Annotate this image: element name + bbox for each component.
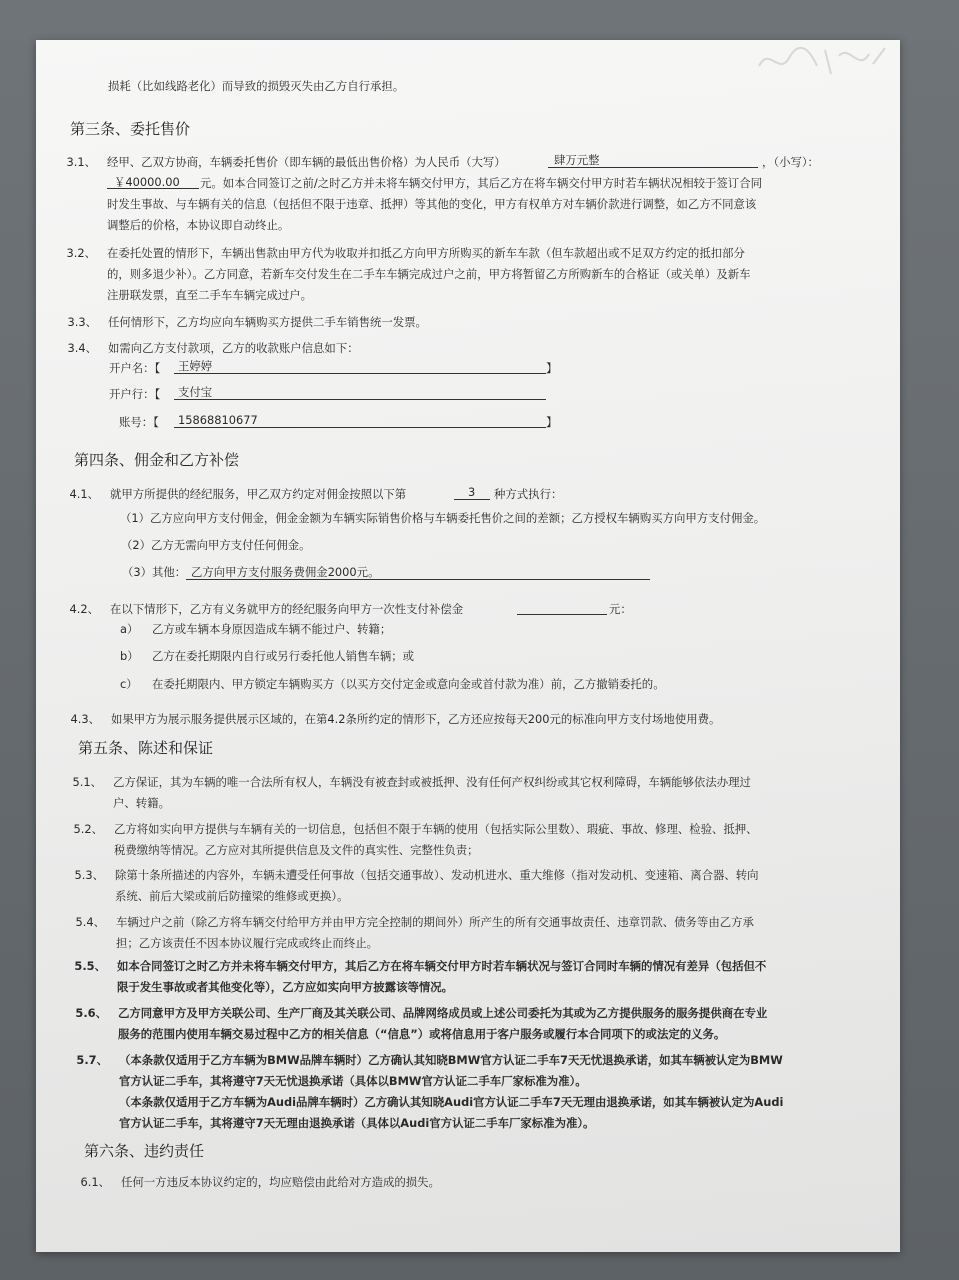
clause-5-4-text: 担；乙方该责任不因本协议履行完成或终止而终止。 (116, 936, 378, 950)
clause-5-2-number: 5.2、 (73, 822, 103, 836)
carryover-text: 损耗（比如线路老化）而导致的损毁灭失由乙方自行承担。 (108, 79, 405, 93)
section-3-heading: 第三条、委托售价 (70, 120, 191, 138)
clause-3-2-text: 注册联发票，直至二手车车辆完成过户。 (107, 288, 313, 302)
clause-5-5-number: 5.5、 (74, 959, 106, 973)
bank-value: 支付宝 (178, 385, 213, 399)
clause-5-7-text: 官方认证二手车，其将遵守7天无忧退换承诺（具体以BMW官方认证二手车厂家标准为准）。 (119, 1074, 587, 1088)
item-c-label: c） (120, 677, 138, 691)
clause-5-1-number: 5.1、 (72, 775, 102, 789)
account-number-label: 账号：【 (119, 415, 159, 429)
option-3-value: 乙方向甲方支付服务费佣金2000元。 (191, 565, 380, 579)
clause-6-1-text: 任何一方违反本协议约定的，均应赔偿由此给对方造成的损失。 (121, 1175, 440, 1189)
method-value: 3 (468, 485, 476, 499)
clause-5-5-text: 如本合同签订之时乙方并未将车辆交付甲方，其后乙方在将车辆交付甲方时若车辆状况与签订合同时车辆的情况有差异（包括但不 (117, 959, 767, 973)
clause-4-1-text: 就甲方所提供的经纪服务，甲乙双方约定对佣金按照以下第 (110, 487, 407, 501)
clause-5-2-text: 乙方将如实向甲方提供与车辆有关的一切信息，包括但不限于车辆的使用（包括实际公里数）、瑕疵、事故、修理、检验、抵押、 (114, 822, 758, 836)
clause-3-2-text: 的，则多退少补）。乙方同意，若新车交付发生在二手车车辆完成过户之前，甲方将暂留乙方所购新车的合格证（或关单）及新车 (107, 267, 751, 281)
show-through-handwriting (751, 36, 891, 86)
clause-5-5-text: 限于发生事故或者其他变化等），乙方应如实向甲方披露该等情况。 (117, 980, 454, 994)
clause-3-3-number: 3.3、 (67, 315, 97, 329)
clause-3-1-text: 元。如本合同签订之前/之时乙方并未将车辆交付甲方，其后乙方在将车辆交付甲方时若车辆状况相较于签订合同 (200, 176, 762, 190)
price-lower-value: ￥40000.00 (114, 175, 180, 189)
account-name-close: 】 (546, 361, 558, 375)
section-5-heading: 第五条、陈述和保证 (78, 739, 214, 757)
clause-4-2-text: 在以下情形下，乙方有义务就甲方的经纪服务向甲方一次性支付补偿金 (110, 602, 464, 616)
account-number-value: 15868810677 (178, 413, 258, 427)
clause-4-3-text: 如果甲方为展示服务提供展示区域的，在第4.2条所约定的情形下，乙方还应按每天200元的标准向甲方支付场地使用费。 (111, 712, 721, 726)
contract-page (36, 40, 900, 1252)
item-b-label: b） (120, 649, 139, 663)
clause-5-6-text: 乙方同意甲方及甲方关联公司、生产厂商及其关联公司、品牌网络成员或上述公司委托为其或为乙方提供服务的服务提供商在专业 (118, 1006, 768, 1020)
option-3-label: （3）其他： (122, 565, 187, 579)
clause-3-4-text: 如需向乙方支付款项，乙方的收款账户信息如下： (108, 341, 359, 355)
clause-5-7-text: （本条款仅适用于乙方车辆为BMW品牌车辆时）乙方确认其知晓BMW官方认证二手车7天无忧退换承诺，如其车辆被认定为BMW (119, 1053, 783, 1067)
clause-5-4-number: 5.4、 (75, 915, 105, 929)
compensation-field (517, 599, 607, 615)
bank-label: 开户行：【 (109, 387, 161, 401)
clause-5-6-number: 5.6、 (75, 1006, 107, 1020)
clause-5-6-text: 服务的范围内使用车辆交易过程中乙方的相关信息（“信息”）或将信息用于客户服务或履行本合同项下的或法定的义务。 (118, 1027, 726, 1041)
section-6-heading: 第六条、违约责任 (84, 1142, 205, 1160)
clause-5-3-text: 系统、前后大梁或前后防撞梁的维修或更换）。 (115, 889, 349, 903)
clause-3-2-text: 在委托处置的情形下，车辆出售款由甲方代为收取并扣抵乙方向甲方所购买的新车车款（但车款超出或不足双方约定的抵扣部分 (107, 246, 745, 260)
account-number-close: 】 (546, 415, 558, 429)
section-4-heading: 第四条、佣金和乙方补偿 (74, 451, 240, 469)
price-upper-value: 肆万元整 (554, 153, 600, 167)
clause-5-7-number: 5.7、 (76, 1053, 108, 1067)
clause-5-2-text: 税费缴纳等情况。乙方应对其所提供信息及文件的真实性、完整性负责； (114, 843, 479, 857)
clause-3-1-text: 时发生事故、与车辆有关的信息（包括但不限于违章、抵押）等其他的变化，甲方有权单方对车辆价款进行调整，如乙方不同意该 (107, 197, 757, 211)
clause-4-3-number: 4.3、 (70, 712, 100, 726)
option-1-text: （1）乙方应向甲方支付佣金，佣金金额为车辆实际销售价格与车辆委托售价之间的差额；乙方授权车辆购买方向甲方支付佣金。 (120, 511, 766, 525)
clause-5-7-text: 官方认证二手车，其将遵守7天无理由退换承诺（具体以Audi官方认证二手车厂家标准为准）。 (119, 1116, 595, 1130)
item-c-text: 在委托期限内、甲方锁定车辆购买方（以买方交付定金或意向金或首付款为准）前，乙方撤销委托的。 (152, 677, 665, 691)
item-a-text: 乙方或车辆本身原因造成车辆不能过户、转籍； (152, 622, 392, 636)
clause-5-4-text: 车辆过户之前（除乙方将车辆交付给甲方并由甲方完全控制的期间外）所产生的所有交通事故责任、违章罚款、债务等由乙方承 (116, 915, 754, 929)
clause-5-3-text: 除第十条所描述的内容外，车辆未遭受任何事故（包括交通事故）、发动机进水、重大维修（指对发动机、变速箱、离合器、转向 (115, 868, 759, 882)
clause-5-1-text: 户、转籍。 (113, 796, 170, 810)
price-lower-label: ，（小写）： (762, 155, 819, 169)
clause-5-7-text: （本条款仅适用于乙方车辆为Audi品牌车辆时）乙方确认其知晓Audi官方认证二手车7天无理由退换承诺，如其车辆被认定为Audi (119, 1095, 784, 1109)
clause-3-1-number: 3.1、 (66, 155, 96, 169)
clause-4-2-number: 4.2、 (69, 602, 99, 616)
clause-6-1-number: 6.1、 (80, 1175, 110, 1189)
clause-5-1-text: 乙方保证，其为车辆的唯一合法所有权人，车辆没有被查封或被抵押、没有任何产权纠纷或其它权利障碍，车辆能够依法办理过 (113, 775, 751, 789)
clause-3-4-number: 3.4、 (67, 341, 97, 355)
account-name-value: 王婷婷 (178, 359, 213, 373)
option-2-text: （2）乙方无需向甲方支付任何佣金。 (121, 538, 311, 552)
account-name-label: 开户名：【 (109, 361, 161, 375)
clause-3-1-text: 经甲、乙双方协商，车辆委托售价（即车辆的最低出售价格）为人民币（大写） (107, 155, 506, 169)
clause-4-1-text: 种方式执行： (494, 487, 563, 501)
clause-4-2-text: 元： (609, 602, 632, 616)
clause-3-1-text: 调整后的价格，本协议即自动终止。 (107, 218, 290, 232)
clause-4-1-number: 4.1、 (69, 487, 99, 501)
clause-3-2-number: 3.2、 (66, 246, 96, 260)
item-b-text: 乙方在委托期限内自行或另行委托他人销售车辆；或 (152, 649, 414, 663)
account-name-field (174, 358, 546, 374)
item-a-label: a） (120, 622, 139, 636)
bank-field (174, 384, 546, 400)
clause-3-3-text: 任何情形下，乙方均应向车辆购买方提供二手车销售统一发票。 (108, 315, 427, 329)
clause-5-3-number: 5.3、 (74, 868, 104, 882)
